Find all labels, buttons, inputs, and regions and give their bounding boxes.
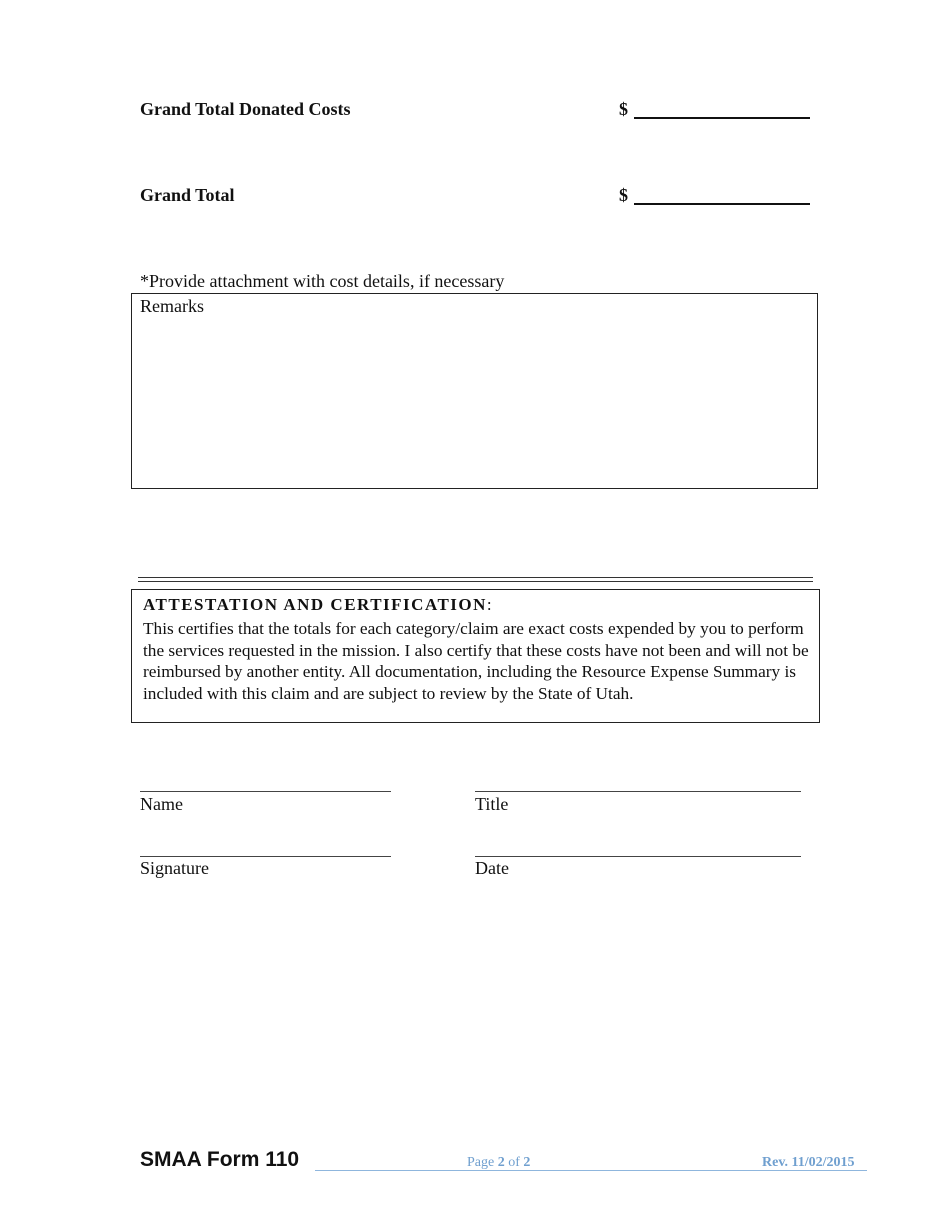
attestation-body: This certifies that the totals for each category/claim are exact costs expended by you to perform the services requested in the mission. I also certify that these costs have not been and will not be reimbursed by another entity. All documentation, including the Resource Expense Summary is included with this claim and are subject to review by the State of Utah.	[143, 619, 809, 703]
grand-total-label: Grand Total	[140, 185, 235, 205]
name-label: Name	[140, 794, 183, 814]
grand-total-donated-currency: $	[619, 99, 628, 119]
grand-total-currency: $	[619, 185, 628, 205]
footer-page-prefix: Page	[467, 1155, 495, 1170]
date-field[interactable]	[475, 856, 801, 857]
attestation-box	[131, 589, 820, 723]
name-field[interactable]	[140, 791, 391, 792]
attestation-heading-text: ATTESTATION AND CERTIFICATION	[143, 595, 487, 614]
section-divider	[138, 577, 813, 582]
footer-revision: Rev. 11/02/2015	[762, 1155, 855, 1170]
remarks-field[interactable]	[131, 293, 818, 489]
title-label: Title	[475, 794, 509, 814]
grand-total-donated-label: Grand Total Donated Costs	[140, 99, 351, 119]
footer-page-total: 2	[523, 1155, 531, 1170]
signature-label: Signature	[140, 858, 209, 878]
grand-total-field[interactable]	[634, 203, 810, 205]
signature-field[interactable]	[140, 856, 391, 857]
title-field[interactable]	[475, 791, 801, 792]
footer-page-current: 2	[497, 1155, 505, 1170]
footer-form-name: SMAA Form 110	[140, 1148, 300, 1171]
attachment-note: *Provide attachment with cost details, if necessary	[140, 271, 505, 291]
footer-page-indicator	[467, 1155, 530, 1171]
grand-total-donated-field[interactable]	[634, 117, 810, 119]
attestation-heading	[143, 595, 493, 615]
date-label: Date	[475, 858, 509, 878]
remarks-label: Remarks	[140, 296, 204, 316]
footer-page-of: of	[508, 1155, 520, 1170]
attestation-heading-colon: :	[486, 595, 494, 614]
